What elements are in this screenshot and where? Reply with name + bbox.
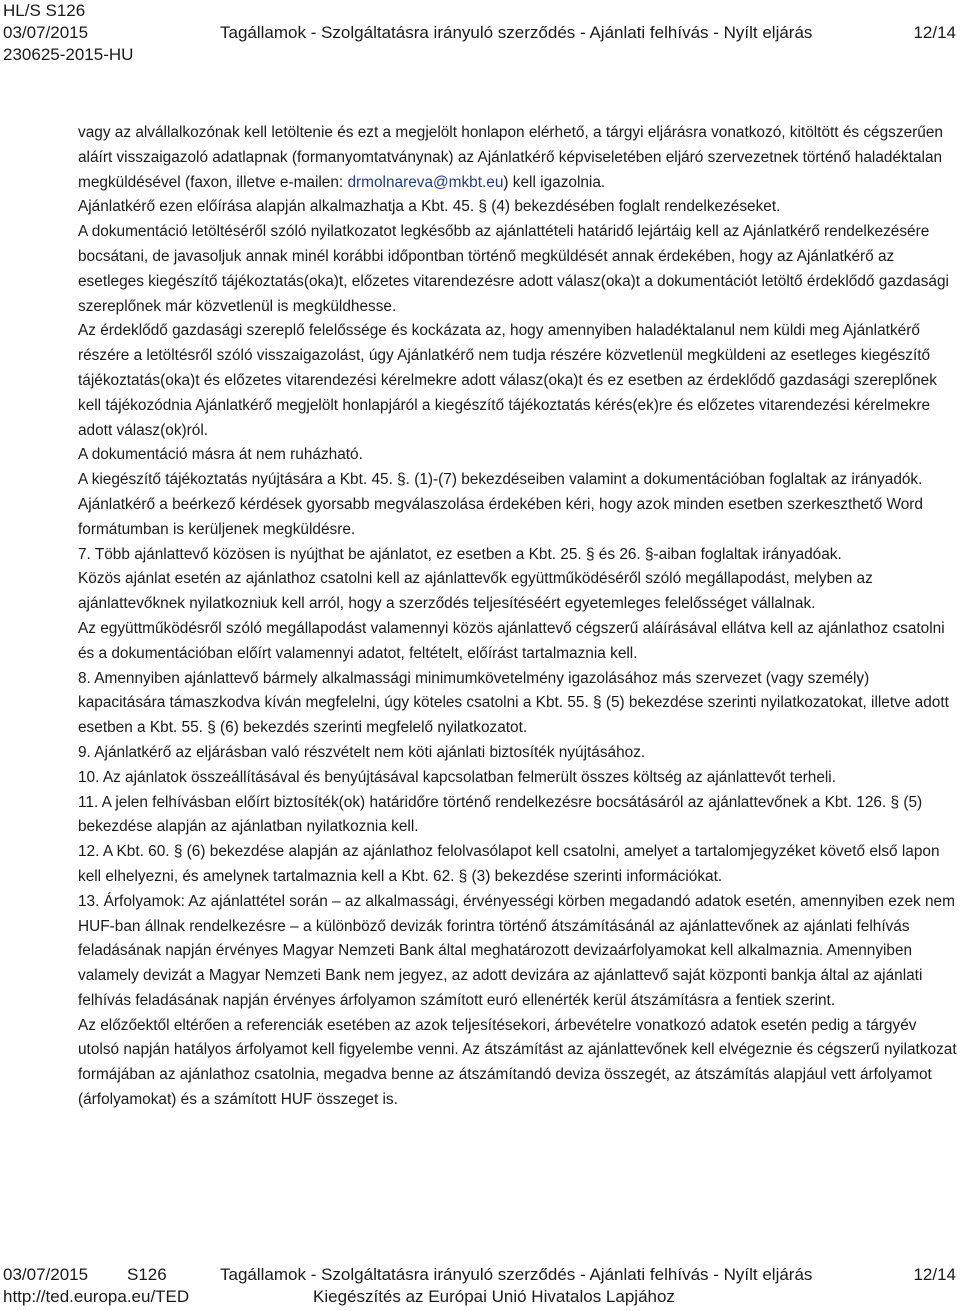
notice-reference: 230625-2015-HU [3, 45, 134, 64]
paragraph: 13. Árfolyamok: Az ajánlattétel során – az alkalmassági, érvényességi körben megadandó adatok esetén, amennyiben ezek nem HUF-ban állnak rendelkezésre – a különböző devizák forintra történő átszámításánál az ajánlattevőnek az ajánlati felhívás feladásának napján érvényes Magyar Nemzeti Bank által meghatározott devizaárfolyamokat kell alkalmaznia. Amennyiben valamely devizát a Magyar Nemzeti Bank nem jegyez, az adott devizára az ajánlattevő saját központi bankja által az ajánlati felhívás feladásának napján érvényes árfolyamon számított euró ellenérték kerül átszámításra a fentiek szerint. [78, 892, 955, 1009]
header-title: Tagállamok - Szolgáltatásra irányuló szerződés - Ajánlati felhívás - Nyílt eljárás [220, 23, 813, 42]
paragraph: 11. A jelen felhívásban előírt biztosíték(ok) határidőre történő rendelkezésre bocsátásáról az ajánlattevőnek a Kbt. 126. § (5) bekezdése alapján az ajánlatban nyilatkoznia kell. [78, 793, 923, 836]
paragraph: 8. Amennyiben ajánlattevő bármely alkalmassági minimumkövetelmény igazolásához más szervezet (vagy személy) kapacitására támaszkodva kíván megfelelni, úgy köteles csatolni a Kbt. 55. § (5) bekezdése szerinti nyilatkozatokat, illetve adott esetben a Kbt. 55. § (6) bekezdés szerinti megfelelő nyilatkozatot. [78, 669, 949, 737]
paragraph: Az együttműködésről szóló megállapodást valamennyi közös ajánlattevő cégszerű aláírásával ellátva kell az ajánlathoz csatolni és a dokumentációban előírt valamennyi adatot, feltételt, előírást tartalmaznia kell. [78, 619, 945, 662]
paragraph: 7. Több ajánlattevő közösen is nyújthat be ajánlatot, ez esetben a Kbt. 25. § és 26. §-aiban foglaltak irányadóak. [78, 545, 842, 563]
paragraph: 10. Az ajánlatok összeállításával és benyújtásával kapcsolatban felmerült összes költség az ajánlattevőt terheli. [78, 768, 836, 786]
footer-date: 03/07/2015 [3, 1265, 89, 1284]
footer-series: S126 [127, 1265, 167, 1284]
page-header [0, 0, 960, 66]
paragraph: 12. A Kbt. 60. § (6) bekezdése alapján az ajánlathoz felolvasólapot kell csatolni, amelyet a tartalomjegyzéket követő első lapon kell elhelyezni, és amelynek tartalmaznia kell a Kbt. 62. § (3) bekezdése szerinti információkat. [78, 843, 940, 885]
paragraph: A dokumentáció másra át nem ruházható. [78, 446, 363, 464]
footer-page-number: 12/14 [913, 1265, 956, 1284]
paragraph: A kiegészítő tájékoztatás nyújtására a Kbt. 45. §. (1)-(7) bekezdéseiben valamint a dokumentációban foglaltak az irányadók. Ajánlatkérő a beérkező kérdések gyorsabb megválaszolása érdekében kéri, hogy azok minden esetben szerkeszthető Word formátumban is kerüljenek megküldésre. [78, 471, 923, 538]
paragraph: Ajánlatkérő ezen előírása alapján alkalmazhatja a Kbt. 45. § (4) bekezdésében foglalt rendelkezéseket. [78, 198, 781, 216]
page-footer [0, 1264, 960, 1308]
document-body [78, 121, 958, 1113]
header-date: 03/07/2015 [3, 23, 89, 42]
paragraph: Az előzőektől eltérően a referenciák esetében az azok teljesítésekori, árbevételre vonatkozó adatok esetén pedig a tárgyév utolsó napján hatályos árfolyamot kell figyelembe venni. Az átszámítást az ajánlattevőnek kell elvégeznie és cégszerű nyilatkozat formájában az ajánlathoz csatolnia, megadva benne az átszámítandó deviza összegét, az átszámítás alapjául vett árfolyamot (árfolyamokat) és a számított HUF összeget is. [78, 1016, 957, 1109]
email-link[interactable]: drmolnareva@mkbt.eu [347, 173, 504, 191]
paragraph: Közös ajánlat esetén az ajánlathoz csatolni kell az ajánlattevők együttműködéséről szóló megállapodást, melyben az ajánlattevőknek nyilatkozniuk kell arról, hogy a szerződés teljesítéséért egyetemleges felelősséget vállalnak. [78, 570, 873, 613]
header-page-number: 12/14 [913, 23, 956, 42]
doc-id: HL/S S126 [3, 1, 86, 20]
paragraph: A dokumentáció letöltéséről szóló nyilatkozatot legkésőbb az ajánlattételi határidő lejártáig kell az Ajánlatkérő rendelkezésére bocsátani, de javasoljuk annak minél korábbi időpontban történő megküldését annak érdekében, hogy az Ajánlatkérő az esetleges kiegészítő tájékoztatás(oka)t, előzetes vitarendezésre adott válasz(oka)t a dokumentációt letöltő érdeklődő gazdasági szereplőnek már közvetlenül is megküldhesse. [78, 223, 949, 315]
footer-publisher: Kiegészítés az Európai Unió Hivatalos Lapjához [313, 1287, 675, 1306]
footer-title: Tagállamok - Szolgáltatásra irányuló szerződés - Ajánlati felhívás - Nyílt eljárás [220, 1265, 813, 1284]
paragraph: 9. Ajánlatkérő az eljárásban való részvételt nem köti ajánlati biztosíték nyújtásához. [78, 743, 646, 761]
ted-url-link[interactable]: http://ted.europa.eu/TED [3, 1287, 190, 1306]
paragraph: Az érdeklődő gazdasági szereplő felelőssége és kockázata az, hogy amennyiben haladéktalanul nem küldi meg Ajánlatkérő részére a letöltésről szóló visszaigazolást, úgy Ajánlatkérő nem tudja részére közvetlenül megküldeni az esetleges kiegészítő tájékoztatás(oka)t és előzetes vitarendezési kérelmekre adott válasz(oka)t és ez esetben az érdeklődő gazdasági szereplőnek kell tájékozódnia Ajánlatkérő megjelölt honlapjáról a kiegészítő tájékoztatás kérés(ek)re és előzetes vitarendezési kérelmekre adott válasz(ok)ról. [78, 322, 937, 439]
paragraph: vagy az alvállalkozónak kell letöltenie és ezt a megjelölt honlapon elérhető, a tárgyi eljárásra vonatkozó, kitöltött és cégszerűen aláírt visszaigazoló adatlapnak (formanyomtatványnak) az Ajánlatkérő képviseletében eljáró szervezetnek történő haladéktalan megküldésével (faxon, illetve e-mailen: drmolnareva@mkbt.eu) kell igazolnia. [78, 124, 943, 191]
